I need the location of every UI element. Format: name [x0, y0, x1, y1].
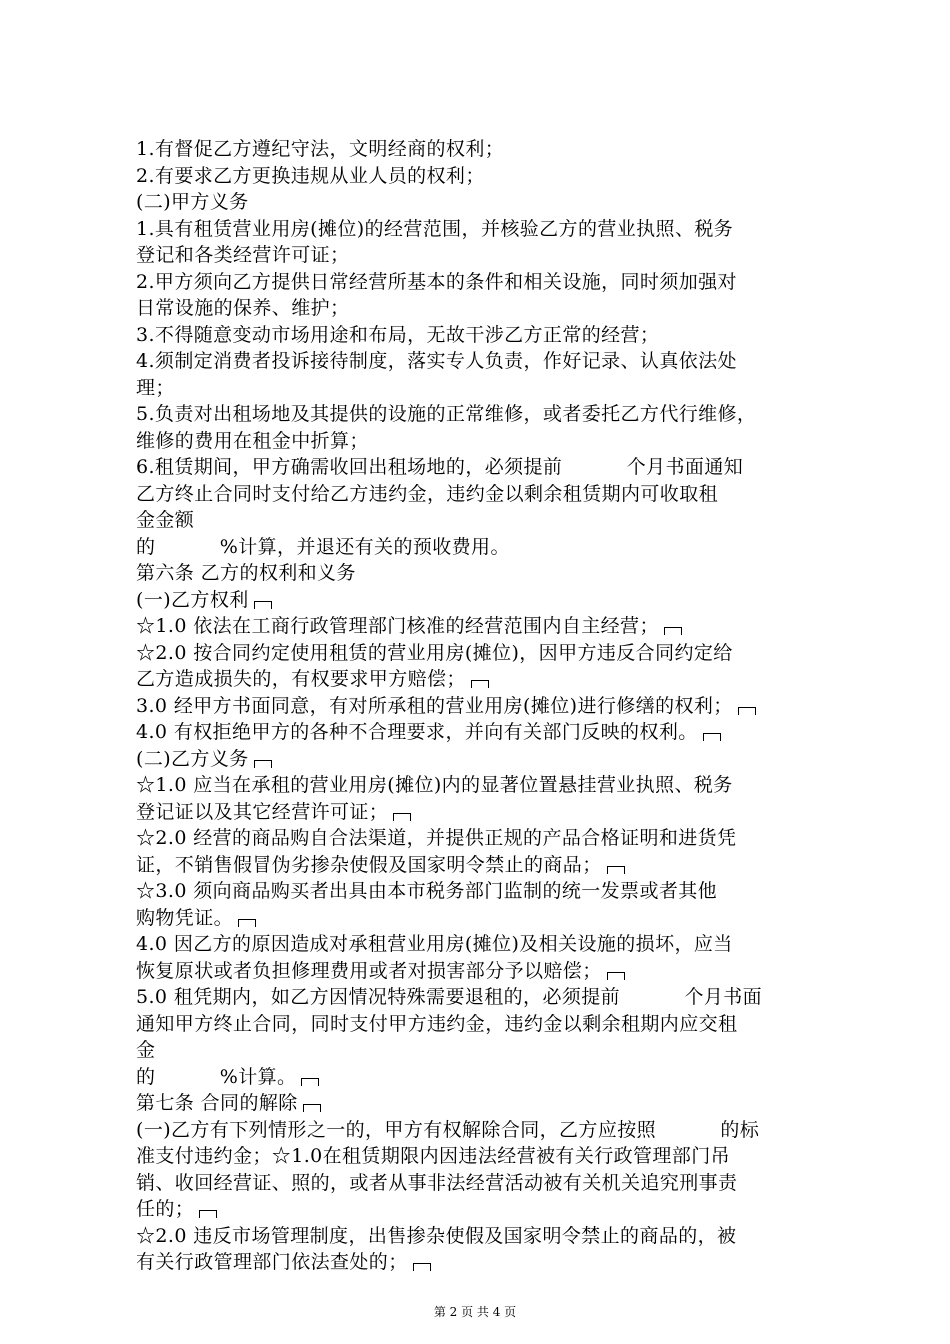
line-text: 的 %计算，并退还有关的预收费用。 — [136, 535, 510, 558]
line-text: 4.须制定消费者投诉接待制度，落实专人负责，作好记录、认真依法处 — [136, 350, 737, 372]
text-line — [136, 242, 826, 269]
text-line — [136, 1117, 826, 1144]
text-line — [136, 1143, 826, 1170]
text-line — [136, 666, 826, 693]
text-line — [136, 693, 826, 720]
text-line — [136, 428, 826, 455]
text-line — [136, 1011, 826, 1038]
line-text: 准支付违约金；☆1.0在租赁期限内因违法经营被有关行政管理部门吊 — [136, 1145, 731, 1167]
line-text: 4.0 因乙方的原因造成对承租营业用房(摊位)及相关设施的损坏，应当 — [136, 933, 733, 955]
line-text: 第七条 合同的解除 — [136, 1092, 298, 1114]
line-text: ☆2.0 违反市场管理制度，出售掺杂使假及国家明令禁止的商品的，被 — [136, 1224, 737, 1247]
line-text: 维修的费用在租金中折算； — [136, 429, 369, 452]
text-line — [136, 1064, 826, 1091]
line-text: 购物凭证。 — [136, 906, 234, 929]
text-line — [136, 163, 826, 190]
paragraph-mark-icon — [664, 627, 682, 635]
line-text: ☆3.0 须向商品购买者出具由本市税务部门监制的统一发票或者其他 — [136, 880, 718, 902]
line-text: 日常设施的保养、维护； — [136, 297, 350, 319]
text-line — [136, 719, 826, 746]
line-text: 理； — [136, 376, 175, 399]
line-text: 乙方造成损失的，有权要求甲方赔偿； — [136, 668, 466, 690]
paragraph-mark-icon — [254, 760, 272, 768]
line-text: (二)甲方义务 — [136, 191, 249, 213]
paragraph-mark-icon — [254, 601, 272, 609]
line-text: 登记证以及其它经营许可证； — [136, 800, 389, 823]
text-line — [136, 189, 826, 216]
text-line — [136, 931, 826, 958]
text-line — [136, 1249, 826, 1276]
page-footer: 第 2 页 共 4 页 — [433, 1305, 517, 1319]
line-text: 2.甲方须向乙方提供日常经营所基本的条件和相关设施，同时须加强对 — [136, 270, 737, 293]
line-text: 证，不销售假冒伪劣掺杂使假及国家明令禁止的商品； — [136, 853, 602, 876]
text-line — [136, 1223, 826, 1250]
paragraph-mark-icon — [703, 733, 721, 741]
paragraph-mark-icon — [199, 1210, 217, 1218]
text-line — [136, 852, 826, 879]
line-text: 1.有督促乙方遵纪守法，文明经商的权利； — [136, 138, 505, 160]
text-line — [136, 746, 826, 773]
line-text: 的 %计算。 — [136, 1065, 297, 1088]
paragraph-mark-icon — [301, 1078, 319, 1086]
text-line — [136, 772, 826, 799]
line-text: 第六条 乙方的权利和义务 — [136, 562, 356, 584]
line-text: 5.0 租凭期内，如乙方因情况特殊需要退租的，必须提前 个月书面 — [136, 986, 763, 1008]
text-line — [136, 269, 826, 296]
document-body — [136, 136, 826, 1276]
text-line — [136, 136, 826, 163]
line-text: ☆1.0 应当在承租的营业用房(摊位)内的显著位置悬挂营业执照、税务 — [136, 774, 733, 796]
text-line — [136, 984, 826, 1011]
paragraph-mark-icon — [471, 680, 489, 688]
line-text: 乙方终止合同时支付给乙方违约金，违约金以剩余租赁期内可收取租 — [136, 482, 719, 505]
text-line — [136, 1196, 826, 1223]
line-text: 登记和各类经营许可证； — [136, 244, 350, 266]
text-line — [136, 375, 826, 402]
paragraph-mark-icon — [303, 1104, 321, 1112]
text-line — [136, 534, 826, 561]
line-text: (一)乙方权利 — [136, 588, 249, 611]
text-line — [136, 1170, 826, 1197]
text-line — [136, 481, 826, 508]
text-line — [136, 454, 826, 481]
text-line — [136, 348, 826, 375]
line-text: 3.0 经甲方书面同意，有对所承租的营业用房(摊位)进行修缮的权利； — [136, 694, 733, 717]
text-line — [136, 216, 826, 243]
line-text: 有关行政管理部门依法查处的； — [136, 1251, 408, 1273]
text-line — [136, 295, 826, 322]
line-text: 2.有要求乙方更换违规从业人员的权利； — [136, 164, 485, 187]
line-text: 3.不得随意变动市场用途和布局，无故干涉乙方正常的经营； — [136, 323, 660, 346]
paragraph-mark-icon — [393, 813, 411, 821]
line-text: 6.租赁期间，甲方确需收回出租场地的，必须提前 个月书面通知 — [136, 456, 744, 478]
line-text: ☆1.0 依法在工商行政管理部门核准的经营范围内自主经营； — [136, 615, 659, 637]
line-text: 5.负责对出租场地及其提供的设施的正常维修，或者委托乙方代行维修， — [136, 403, 757, 425]
paragraph-mark-icon — [607, 972, 625, 980]
line-text: 任的； — [136, 1198, 195, 1220]
line-text: (一)乙方有下列情形之一的，甲方有权解除合同，乙方应按照 的标 — [136, 1118, 760, 1141]
text-line — [136, 322, 826, 349]
text-line — [136, 507, 826, 534]
line-text: 金 — [136, 1039, 156, 1061]
text-line — [136, 1037, 826, 1064]
line-text: 4.0 有权拒绝甲方的各种不合理要求，并向有关部门反映的权利。 — [136, 721, 698, 743]
paragraph-mark-icon — [238, 919, 256, 927]
text-line — [136, 401, 826, 428]
text-line — [136, 799, 826, 826]
line-text: 金金额 — [136, 509, 195, 531]
line-text: 1.具有租赁营业用房(摊位)的经营范围，并核验乙方的营业执照、税务 — [136, 217, 734, 240]
text-line — [136, 905, 826, 932]
text-line — [136, 560, 826, 587]
line-text: (二)乙方义务 — [136, 747, 249, 770]
text-line — [136, 825, 826, 852]
line-text: ☆2.0 经营的商品购自合法渠道，并提供正规的产品合格证明和进货凭 — [136, 827, 737, 849]
paragraph-mark-icon — [413, 1263, 431, 1271]
text-line — [136, 587, 826, 614]
line-text: ☆2.0 按合同约定使用租赁的营业用房(摊位)，因甲方违反合同约定给 — [136, 641, 733, 664]
line-text: 通知甲方终止合同，同时支付甲方违约金，违约金以剩余租期内应交租 — [136, 1012, 738, 1035]
line-text: 销、收回经营证、照的，或者从事非法经营活动被有关机关追究刑事责 — [136, 1171, 738, 1194]
text-line — [136, 613, 826, 640]
line-text: 恢复原状或者负担修理费用或者对损害部分予以赔偿； — [136, 959, 602, 982]
paragraph-mark-icon — [738, 707, 756, 715]
text-line — [136, 1090, 826, 1117]
text-line — [136, 640, 826, 667]
paragraph-mark-icon — [607, 866, 625, 874]
text-line — [136, 958, 826, 985]
text-line — [136, 878, 826, 905]
